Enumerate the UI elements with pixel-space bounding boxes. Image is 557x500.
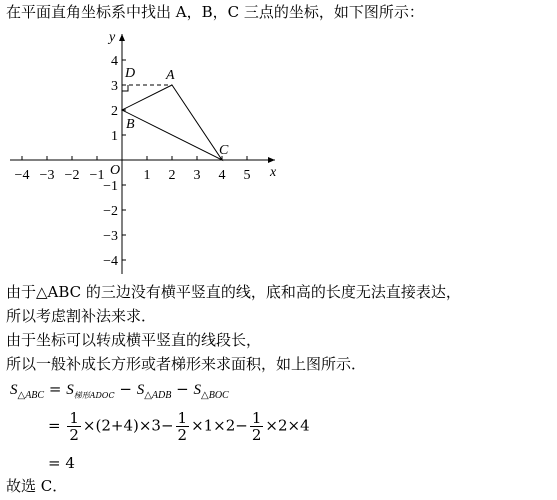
x-tick-label: 3 xyxy=(193,168,201,183)
fraction-3-den: 2 xyxy=(251,426,262,444)
formula-term-1: S xyxy=(66,382,74,398)
formula-term-2: S xyxy=(136,382,145,398)
x-tick-label: 4 xyxy=(218,168,226,183)
y-axis-label: y xyxy=(109,30,116,45)
formula-row-2 xyxy=(48,410,310,443)
fraction-2 xyxy=(176,410,190,443)
fraction-1 xyxy=(67,410,81,443)
explanation-line-3: 由于坐标可以转成横平竖直的线段长， xyxy=(6,331,262,349)
formula-eq: = xyxy=(48,380,62,398)
x-axis-arrow xyxy=(268,157,275,163)
triangle-abc xyxy=(122,85,222,160)
fraction-1-den: 2 xyxy=(69,426,79,444)
labels xyxy=(15,30,277,269)
axes xyxy=(10,34,275,274)
formula-minus-2: − xyxy=(176,380,189,398)
row2-part-c: ×2×4 xyxy=(265,416,310,435)
x-tick-label: 1 xyxy=(143,168,151,183)
shapes xyxy=(122,85,222,160)
y-tick-label: −1 xyxy=(103,179,118,194)
formula-term-2-sub: △ADB xyxy=(144,390,172,401)
row2-part-b: ×1×2− xyxy=(191,416,248,435)
x-tick-label: −2 xyxy=(64,168,80,183)
intro-text: 在平面直角坐标系中找出 A，B，C 三点的坐标，如下图所示： xyxy=(6,3,424,21)
x-tick-label: −1 xyxy=(89,168,105,183)
conclusion-text: 故选 C． xyxy=(6,477,68,495)
explanation-line-2: 所以考虑割补法来求． xyxy=(6,307,157,325)
x-axis-label: x xyxy=(270,165,277,180)
point-label-b: B xyxy=(126,117,135,132)
fraction-3-num: 1 xyxy=(251,409,262,427)
point-label-c: C xyxy=(219,143,229,158)
point-label-d: D xyxy=(125,66,136,81)
formula-lhs-sub: △ABC xyxy=(17,390,45,401)
fraction-2-num: 1 xyxy=(177,409,188,427)
x-tick-label: 5 xyxy=(243,168,251,183)
right-angle-mark xyxy=(122,85,128,91)
formula-minus-1: − xyxy=(119,380,132,398)
row2-part-a: ×(2+4)×3− xyxy=(82,416,174,435)
formula-term-1-sub: 梯形ADOC xyxy=(73,391,115,400)
x-tick-label: −3 xyxy=(39,168,55,183)
origin-label: O xyxy=(110,163,121,178)
formula-lhs: S xyxy=(10,382,18,398)
fraction-2-den: 2 xyxy=(177,426,188,444)
x-tick-label: −4 xyxy=(14,168,30,183)
point-label-a: A xyxy=(166,68,175,83)
formula-term-3: S xyxy=(193,382,202,398)
explanation-line-1: 由于△ABC 的三边没有横平竖直的线，底和高的长度无法直接表达， xyxy=(6,283,461,301)
formula-term-3-sub: △BOC xyxy=(201,390,229,401)
y-tick-label: 3 xyxy=(111,79,118,94)
y-tick-label: −4 xyxy=(103,254,118,269)
y-axis-arrow xyxy=(119,34,125,41)
formula-row-3: = 4 xyxy=(48,454,75,472)
x-tick-label: 2 xyxy=(168,168,176,183)
row2-eq: = xyxy=(48,416,61,435)
y-tick-label: 4 xyxy=(111,54,118,69)
fraction-1-num: 1 xyxy=(69,409,79,427)
formula-row-1 xyxy=(10,380,229,401)
y-tick-label: −3 xyxy=(103,229,118,244)
y-tick-label: −2 xyxy=(103,204,118,219)
y-tick-label: 1 xyxy=(111,129,118,144)
explanation-line-4: 所以一般补成长方形或者梯形来求面积，如上图所示． xyxy=(6,355,367,373)
fraction-3 xyxy=(250,410,264,443)
y-tick-label: 2 xyxy=(111,104,118,119)
coordinate-graph xyxy=(0,22,290,277)
